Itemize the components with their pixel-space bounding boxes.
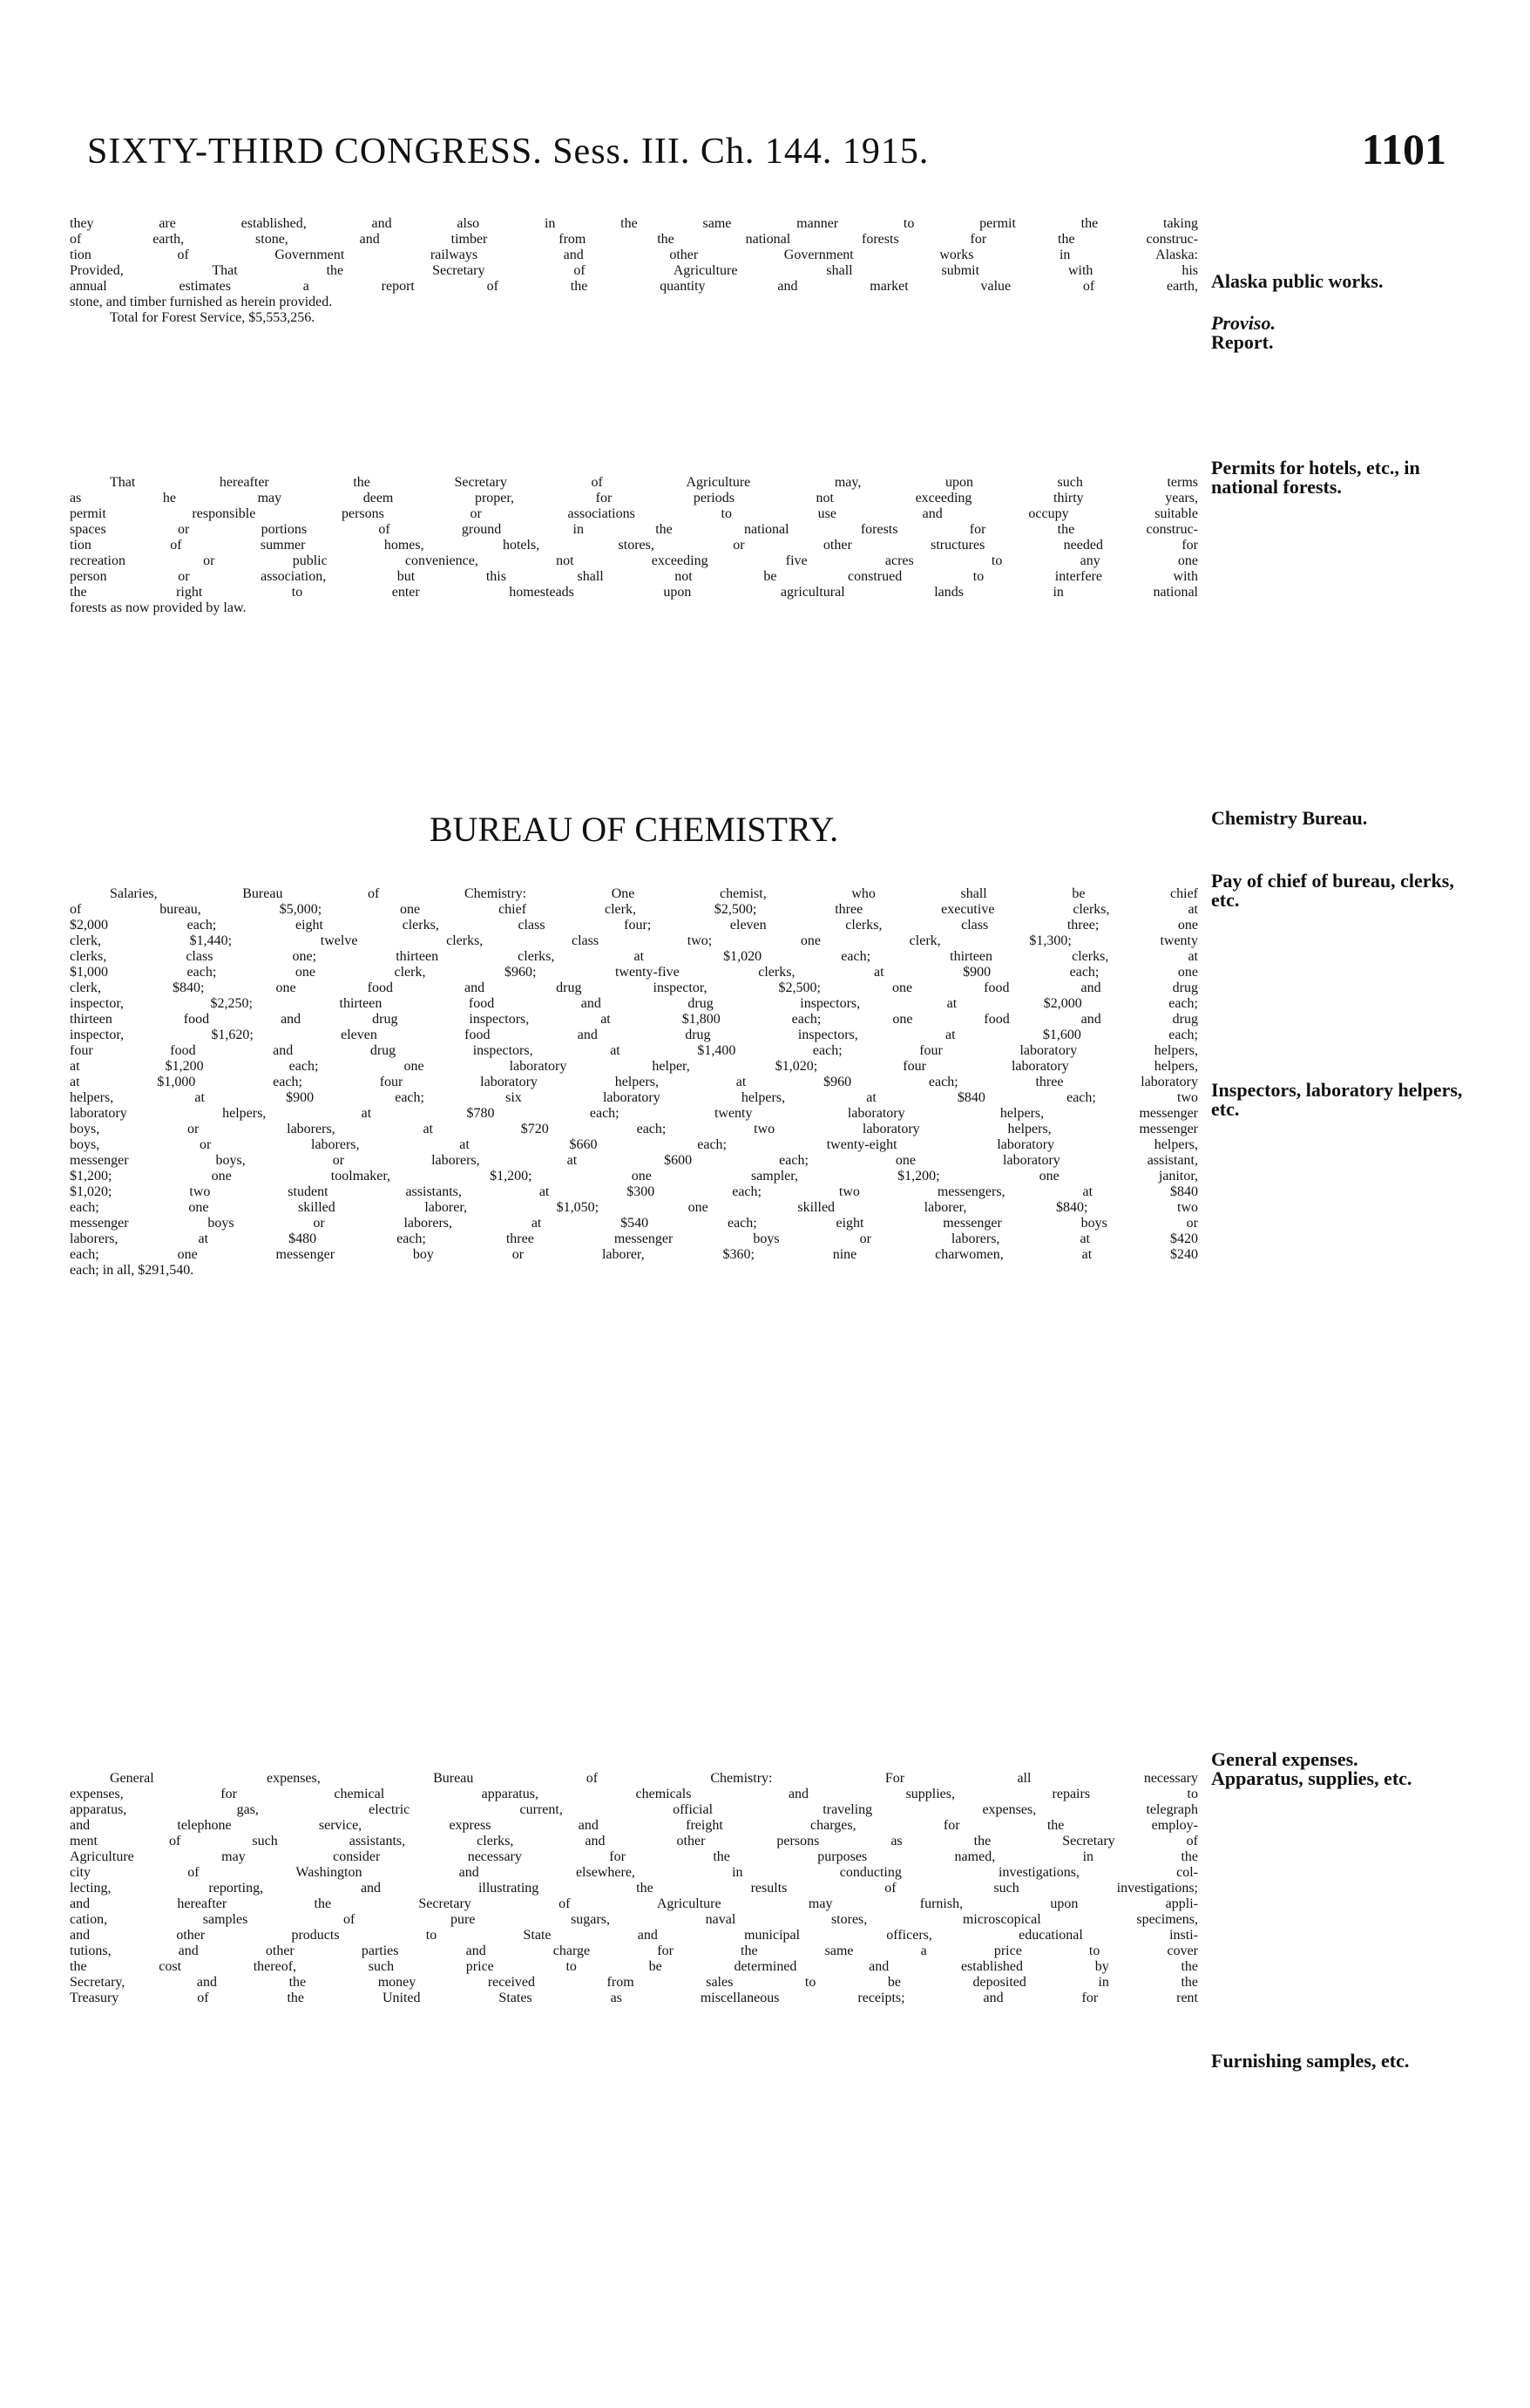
text-line: General expenses, Bureau of Chemistry: For all necessary (110, 1771, 1198, 1786)
text-line: lecting, reporting, and illustrating the results of such investigations; (70, 1881, 1198, 1896)
text-line: at $1,000 each; four laboratory helpers, at $960 each; three laboratory (70, 1075, 1198, 1089)
text-line: they are established, and also in the same manner to permit the taking (70, 216, 1198, 231)
margin-note-furnishing: Furnishing samples, etc. (1211, 2050, 1410, 2072)
text-line: ment of such assistants, clerks, and other persons as the Secretary of (70, 1834, 1198, 1848)
text-line: and telephone service, express and freight charges, for the employ- (70, 1818, 1198, 1833)
running-head: SIXTY-THIRD CONGRESS. Sess. III. Ch. 144. 1915. (87, 132, 930, 172)
margin-note-pay: Pay of chief of bureau, clerks, etc. (1211, 870, 1454, 911)
text-line: of bureau, $5,000; one chief clerk, $2,500; three executive clerks, at (70, 902, 1198, 917)
page-header (87, 125, 1446, 183)
text-line: messenger boys, or laborers, at $600 each; one laboratory assistant, (70, 1153, 1198, 1168)
text-line: each; one skilled laborer, $1,050; one skilled laborer, $840; two (70, 1200, 1198, 1215)
text-line: forests as now provided by law. (70, 600, 247, 615)
text-line: apparatus, gas, electric current, official traveling expenses, telegraph (70, 1802, 1198, 1817)
margin-note-permits: Permits for hotels, etc., in national forests. (1211, 457, 1420, 498)
text-line: clerk, $840; one food and drug inspector, $2,500; one food and drug (70, 980, 1198, 995)
margin-note-alaska: Alaska public works. (1211, 270, 1384, 292)
text-line: laborers, at $480 each; three messenger boys or laborers, at $420 (70, 1231, 1198, 1246)
text-line: each; in all, $291,540. (70, 1263, 194, 1278)
text-line: spaces or portions of ground in the national forests for the construc- (70, 522, 1198, 537)
text-line: cation, samples of pure sugars, naval stores, microscopical specimens, (70, 1912, 1198, 1927)
text-line: boys, or laborers, at $660 each; twenty-eight laboratory helpers, (70, 1137, 1198, 1152)
text-line: inspector, $1,620; eleven food and drug inspectors, at $1,600 each; (70, 1028, 1198, 1042)
margin-note-proviso: Proviso. (1211, 312, 1276, 334)
text-line: each; one messenger boy or laborer, $360; nine charwomen, at $240 (70, 1247, 1198, 1262)
text-line: clerks, class one; thirteen clerks, at $1,020 each; thirteen clerks, at (70, 949, 1198, 964)
text-line: the cost thereof, such price to be determined and established by the (70, 1959, 1198, 1974)
text-line: Secretary, and the money received from sales to be deposited in the (70, 1975, 1198, 1990)
paragraph-general-expenses (70, 1771, 1198, 2006)
text-line: tion of summer homes, hotels, stores, or other structures needed for (70, 538, 1198, 553)
text-line: at $1,200 each; one laboratory helper, $1,020; four laboratory helpers, (70, 1059, 1198, 1074)
text-line: tion of Government railways and other Government works in Alaska: (70, 248, 1198, 262)
margin-note-apparatus: Apparatus, supplies, etc. (1211, 1767, 1412, 1789)
text-line: boys, or laborers, at $720 each; two laboratory helpers, messenger (70, 1122, 1198, 1136)
text-line: laboratory helpers, at $780 each; twenty laboratory helpers, messenger (70, 1106, 1198, 1121)
text-line: person or association, but this shall not be construed to interfere with (70, 569, 1198, 584)
text-line: of earth, stone, and timber from the national forests for the construc- (70, 232, 1198, 247)
text-line: Treasury of the United States as miscellaneous receipts; and for rent (70, 1991, 1198, 2005)
text-line: helpers, at $900 each; six laboratory helpers, at $840 each; two (70, 1090, 1198, 1105)
margin-note-chemistry: Chemistry Bureau. (1211, 807, 1368, 829)
text-line: inspector, $2,250; thirteen food and drug inspectors, at $2,000 each; (70, 996, 1198, 1011)
margin-note-report: Report. (1211, 331, 1274, 353)
text-line: Agriculture may consider necessary for the purposes named, in the (70, 1849, 1198, 1864)
text-line: the right to enter homesteads upon agricultural lands in national (70, 585, 1198, 600)
text-line: and other products to State and municipal officers, educational insti- (70, 1928, 1198, 1943)
text-line: city of Washington and elsewhere, in conducting investigations, col- (70, 1865, 1198, 1880)
text-line: annual estimates a report of the quantity and market value of earth, (70, 279, 1198, 294)
text-line: recreation or public convenience, not exceeding five acres to any one (70, 553, 1198, 568)
text-line: expenses, for chemical apparatus, chemicals and supplies, repairs to (70, 1787, 1198, 1801)
margin-note-inspectors: Inspectors, laboratory helpers, etc. (1211, 1079, 1463, 1120)
text-line: Salaries, Bureau of Chemistry: One chemist, who shall be chief (110, 886, 1198, 901)
text-line: as he may deem proper, for periods not exceeding thirty years, (70, 491, 1198, 505)
margin-note-general: General expenses. (1211, 1748, 1358, 1770)
text-line: $1,000 each; one clerk, $960; twenty-five clerks, at $900 each; one (70, 965, 1198, 980)
paragraph-forest-continuation (70, 216, 1198, 326)
text-line: $1,200; one toolmaker, $1,200; one sampler, $1,200; one janitor, (70, 1169, 1198, 1184)
paragraph-salaries (70, 886, 1198, 1279)
text-line: thirteen food and drug inspectors, at $1,800 each; one food and drug (70, 1012, 1198, 1027)
text-line: permit responsible persons or associations to use and occupy suitable (70, 506, 1198, 521)
text-line: $2,000 each; eight clerks, class four; eleven clerks, class three; one (70, 918, 1198, 933)
text-line: That hereafter the Secretary of Agriculture may, upon such terms (110, 475, 1198, 490)
text-line: messenger boys or laborers, at $540 each; eight messenger boys or (70, 1216, 1198, 1231)
text-line: and hereafter the Secretary of Agriculture may furnish, upon appli- (70, 1896, 1198, 1911)
page-number: 1101 (1361, 125, 1446, 173)
text-line: clerk, $1,440; twelve clerks, class two; one clerk, $1,300; twenty (70, 933, 1198, 948)
text-line: stone, and timber furnished as herein provided. (70, 295, 333, 309)
text-line: tutions, and other parties and charge for the same a price to cover (70, 1943, 1198, 1958)
total-line: Total for Forest Service, $5,553,256. (110, 310, 315, 325)
text-line-proviso: Provided, That the Secretary of Agriculture shall submit with his (70, 263, 1198, 278)
section-heading: BUREAU OF CHEMISTRY. (429, 810, 839, 849)
paragraph-permits (70, 475, 1198, 616)
text-line: $1,020; two student assistants, at $300 each; two messengers, at $840 (70, 1184, 1198, 1199)
text-line: four food and drug inspectors, at $1,400 each; four laboratory helpers, (70, 1043, 1198, 1058)
